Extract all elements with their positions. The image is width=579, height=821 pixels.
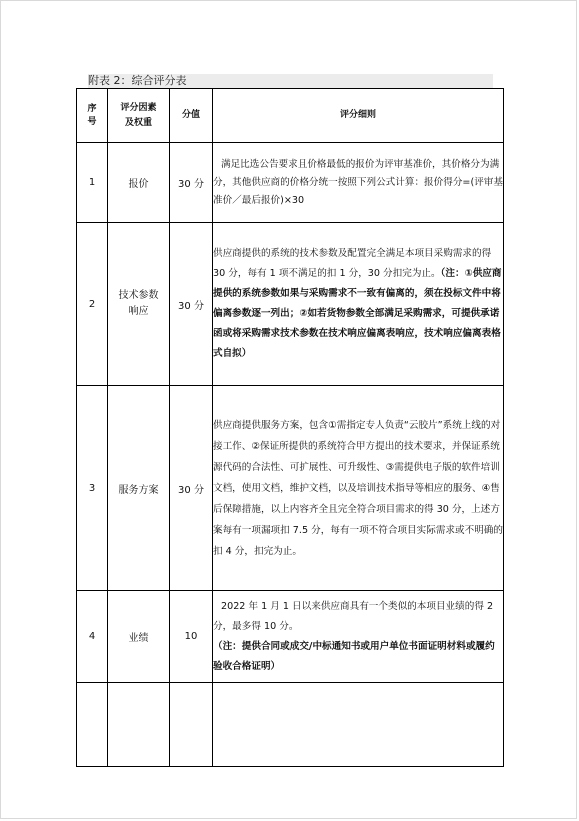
table-row [77, 386, 504, 591]
row-factor: 业绩 [108, 591, 170, 683]
scoring-table [76, 88, 504, 767]
row-factor: 服务方案 [108, 386, 170, 591]
header-no: 序号 [77, 89, 108, 143]
row-no: 3 [77, 386, 108, 591]
row-factor: 报价 [108, 143, 170, 223]
row-score: 30 分 [170, 386, 213, 591]
table-row [77, 143, 504, 223]
table-row [77, 591, 504, 683]
header-detail: 评分细则 [213, 89, 504, 143]
row-detail: 供应商提供服务方案，包含①需指定专人负责“云胶片”系统上线的对接工作、②保证所提供的系统符合甲方提出的技术要求，并保证系统源代码的合法性、可扩展性、可升级性、③需提供电子版的软件培训文档，使用文档，维护文档，以及培训技术指导等相应的服务、④售后保障措施，以上内容齐全且完全符合项目需求的得 30 分，上述方案每有一项漏项扣 7.5 分，每有一项不符合项目实际需求或不明确的扣 4 分，扣完为止。 [213, 386, 504, 591]
row-note: （注：提供合同或成交/中标通知书或用户单位书面证明材料或履约验收合格证明） [213, 640, 495, 672]
table-row [77, 223, 504, 386]
table-caption: 附表 2：综合评分表 [88, 74, 493, 88]
header-row [77, 89, 504, 143]
row-factor: 技术参数响应 [108, 223, 170, 386]
row-score: 30 分 [170, 143, 213, 223]
header-score: 分值 [170, 89, 213, 143]
row-detail: 2022 年 1 月 1 日以来供应商具有一个类似的本项目业绩的得 2 分，最多得 10 分。 （注：提供合同或成交/中标通知书或用户单位书面证明材料或履约验收合格证明） [213, 591, 504, 683]
row-no: 2 [77, 223, 108, 386]
row-score: 30 分 [170, 223, 213, 386]
row-no: 4 [77, 591, 108, 683]
row-detail: 供应商提供的系统的技术参数及配置完全满足本项目采购需求的得 30 分，每有 1 项不满足的扣 1 分，30 分扣完为止。（注：①供应商提供的系统参数如果与采购需求不一致有偏离的，须在投标文件中将偏离参数逐一列出；②如若货物参数全部满足采购需求，可提供承诺函或将采购需求技术参数在技术响应偏离表响应，技术响应偏离表格式自拟） [213, 223, 504, 386]
empty-row [77, 683, 504, 767]
row-no: 1 [77, 143, 108, 223]
row-score: 10 [170, 591, 213, 683]
header-factor: 评分因素及权重 [108, 89, 170, 143]
row-detail: 满足比选公告要求且价格最低的报价为评审基准价，其价格分为满分，其他供应商的价格分统一按照下列公式计算：报价得分=(评审基准价／最后报价)×30 [213, 143, 504, 223]
row-note: （注：①供应商提供的系统参数如果与采购需求不一致有偏离的，须在投标文件中将偏离参数逐一列出；②如若货物参数全部满足采购需求，可提供承诺函或将采购需求技术参数在技术响应偏离表响应，技术响应偏离表格式自拟） [213, 268, 502, 359]
